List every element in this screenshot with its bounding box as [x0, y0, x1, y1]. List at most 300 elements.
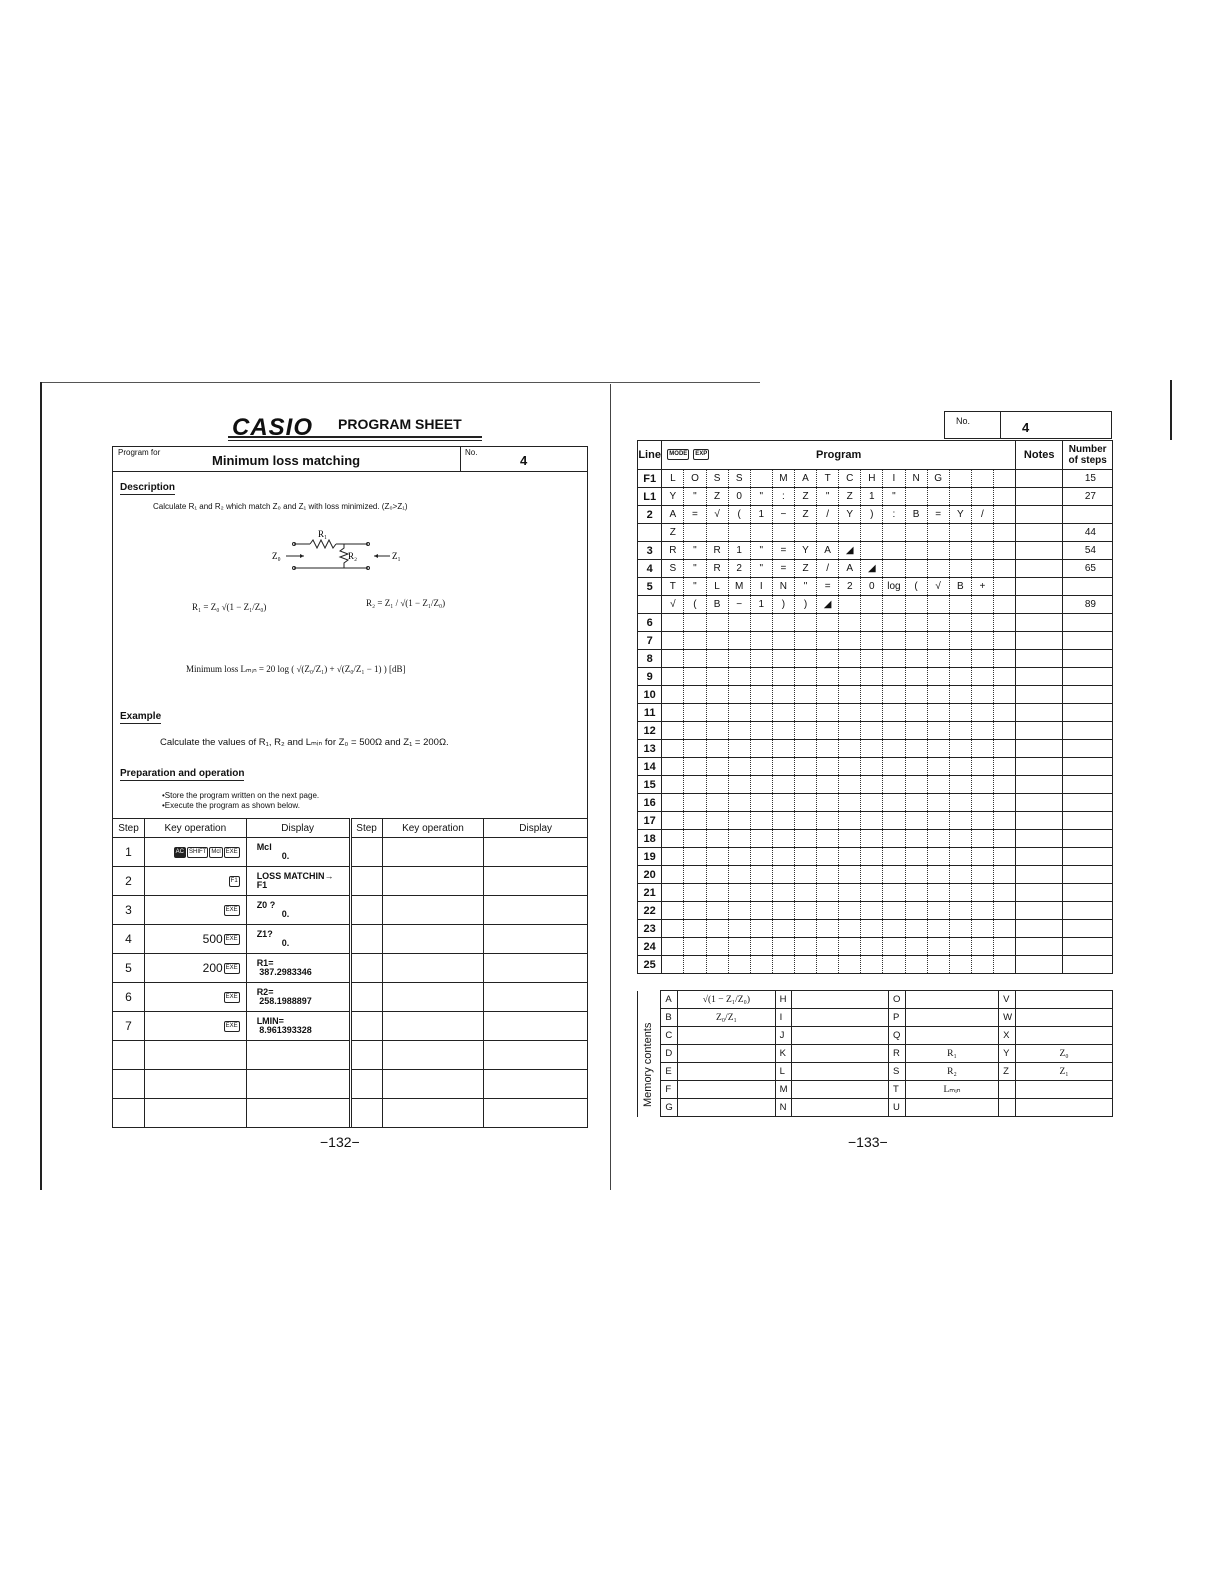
sheet-title: PROGRAM SHEET [338, 416, 462, 432]
program-cell [662, 686, 684, 704]
program-cell [817, 956, 839, 974]
program-cell [728, 758, 750, 776]
program-cell [684, 722, 706, 740]
program-cell [794, 794, 816, 812]
key-shift-icon: SHIFT [187, 847, 208, 858]
line-number: 17 [638, 812, 662, 830]
line-number: 8 [638, 650, 662, 668]
program-cell [971, 902, 993, 920]
program-cell [905, 614, 927, 632]
program-cell [927, 560, 949, 578]
program-cell [993, 830, 1015, 848]
program-cell [706, 920, 728, 938]
program-cell [706, 524, 728, 542]
line-number: 2 [638, 506, 662, 524]
program-cell [817, 722, 839, 740]
line-number: 11 [638, 704, 662, 722]
program-cell [993, 686, 1015, 704]
program-cell [794, 632, 816, 650]
program-cell [817, 632, 839, 650]
program-cell [971, 830, 993, 848]
memory-value [678, 1045, 775, 1063]
program-cell: B [949, 578, 971, 596]
key-operation [382, 983, 484, 1012]
program-cell [817, 902, 839, 920]
program-cell [927, 632, 949, 650]
program-cell [750, 686, 772, 704]
program-line [638, 704, 1113, 722]
program-cell: A [839, 560, 861, 578]
program-cell [883, 614, 905, 632]
program-grid-header [638, 441, 1113, 470]
program-cell [927, 524, 949, 542]
program-cell [750, 830, 772, 848]
display-value: Z1? 0. [246, 925, 350, 954]
key-operation [144, 1070, 246, 1099]
program-cell [839, 686, 861, 704]
notes-cell [1016, 506, 1063, 524]
program-cell [839, 722, 861, 740]
program-cell [728, 650, 750, 668]
memory-value: Z₁ [1016, 1063, 1113, 1081]
memory-value [1016, 1081, 1113, 1099]
memory-register: M [775, 1081, 792, 1099]
program-cell [905, 812, 927, 830]
program-cell [706, 902, 728, 920]
program-cell: = [772, 560, 794, 578]
program-cell [794, 650, 816, 668]
display-value: R2= 258.1988897 [246, 983, 350, 1012]
program-cell: T [817, 470, 839, 488]
display-value: R1= 387.2983346 [246, 954, 350, 983]
no-box-divider [1000, 411, 1001, 439]
step-number: 1 [113, 838, 145, 867]
step-number [113, 1041, 145, 1070]
key-exe-icon: EXE [224, 847, 240, 858]
memory-value [792, 1027, 889, 1045]
program-cell: C [839, 470, 861, 488]
program-cell [662, 758, 684, 776]
program-cell [684, 614, 706, 632]
step-number [350, 896, 382, 925]
memory-register: B [661, 1009, 678, 1027]
memory-register: Z [999, 1063, 1016, 1081]
program-cell [728, 938, 750, 956]
preparation-bullet-2: •Execute the program as shown below. [162, 801, 300, 810]
program-cell [971, 542, 993, 560]
program-cell [949, 812, 971, 830]
program-cell: G [927, 470, 949, 488]
program-cell: 0 [728, 488, 750, 506]
program-cell [728, 632, 750, 650]
program-cell [949, 488, 971, 506]
program-cell: I [750, 578, 772, 596]
step-table-header [113, 819, 588, 838]
key-digits: 200 [202, 961, 223, 975]
program-cell [684, 848, 706, 866]
key-operation [144, 867, 246, 896]
formula-r2: R₂ = Z₁ / √(1 − Z₁/Z₀) [366, 598, 446, 608]
program-cell [883, 560, 905, 578]
program-cell: / [817, 560, 839, 578]
program-cell [817, 776, 839, 794]
program-cell [728, 848, 750, 866]
line-number: 19 [638, 848, 662, 866]
program-cell: N [772, 578, 794, 596]
key-operation [382, 1099, 484, 1128]
step-number [350, 1041, 382, 1070]
program-cell [861, 686, 883, 704]
step-number [350, 954, 382, 983]
program-cell [971, 488, 993, 506]
program-cell: √ [927, 578, 949, 596]
program-cell [971, 920, 993, 938]
memory-value: Lₘᵢₙ [905, 1081, 998, 1099]
program-cell [971, 848, 993, 866]
program-cell [949, 866, 971, 884]
program-cell: S [728, 470, 750, 488]
program-cell: ◢ [817, 596, 839, 614]
program-cell [971, 956, 993, 974]
program-cell: − [728, 596, 750, 614]
program-cell: R [662, 542, 684, 560]
program-cell [662, 794, 684, 812]
program-cell [772, 848, 794, 866]
program-cell [817, 704, 839, 722]
memory-title-column [638, 1009, 661, 1027]
step-count [1063, 740, 1113, 758]
program-cell: O [684, 470, 706, 488]
step-count [1063, 650, 1113, 668]
step-number: 5 [113, 954, 145, 983]
line-number: 15 [638, 776, 662, 794]
formula-lmin: Minimum loss Lₘᵢₙ = 20 log ( √(Z₀/Z₁) + √(Z₀/Z₁ − 1) ) [dB] [186, 664, 406, 674]
key-operation-header: Key operation [144, 819, 246, 838]
line-number: 16 [638, 794, 662, 812]
program-cell [684, 650, 706, 668]
memory-title-column [638, 1045, 661, 1063]
memory-value [905, 1009, 998, 1027]
program-cell [927, 596, 949, 614]
step-number: 4 [113, 925, 145, 954]
program-cell [883, 776, 905, 794]
program-cell [949, 722, 971, 740]
program-cell: " [883, 488, 905, 506]
program-cell: S [662, 560, 684, 578]
program-cell [817, 668, 839, 686]
program-cell [839, 524, 861, 542]
program-cell [706, 650, 728, 668]
program-cell [817, 830, 839, 848]
program-cell [861, 740, 883, 758]
display-header: Display [484, 819, 588, 838]
line-number: 20 [638, 866, 662, 884]
program-cell [706, 794, 728, 812]
line-number: 23 [638, 920, 662, 938]
memory-value [678, 1099, 775, 1117]
program-cell: ) [794, 596, 816, 614]
program-cell: : [772, 488, 794, 506]
line-number: 18 [638, 830, 662, 848]
program-line [638, 956, 1113, 974]
notes-cell [1016, 470, 1063, 488]
program-cell [993, 812, 1015, 830]
memory-title-column [638, 1099, 661, 1117]
program-cell: R [706, 560, 728, 578]
step-count [1063, 686, 1113, 704]
program-cell: " [817, 488, 839, 506]
program-cell [905, 920, 927, 938]
program-cell [750, 704, 772, 722]
program-line [638, 488, 1113, 506]
line-number [638, 596, 662, 614]
memory-register: C [661, 1027, 678, 1045]
program-cell [706, 866, 728, 884]
program-cell [993, 632, 1015, 650]
program-cell [728, 668, 750, 686]
program-cell [662, 866, 684, 884]
program-cell [905, 560, 927, 578]
program-cell: A [794, 470, 816, 488]
program-cell [861, 938, 883, 956]
program-cell: A [662, 506, 684, 524]
program-cell [728, 830, 750, 848]
notes-cell [1016, 668, 1063, 686]
program-cell [971, 686, 993, 704]
program-cell: 1 [861, 488, 883, 506]
program-cell [971, 596, 993, 614]
program-cell [794, 902, 816, 920]
program-cell: √ [662, 596, 684, 614]
step-number [350, 867, 382, 896]
program-cell [706, 884, 728, 902]
display-value [484, 896, 588, 925]
program-cell [728, 722, 750, 740]
step-table-body [113, 838, 588, 1128]
memory-value [792, 1063, 889, 1081]
line-number: 21 [638, 884, 662, 902]
memory-value [905, 991, 998, 1009]
program-cell [883, 866, 905, 884]
step-table [112, 818, 588, 1128]
program-cell [684, 632, 706, 650]
program-line [638, 812, 1113, 830]
notes-cell [1016, 938, 1063, 956]
program-cell [794, 812, 816, 830]
program-cell [861, 650, 883, 668]
key-operation [144, 1012, 246, 1041]
program-cell: " [750, 560, 772, 578]
program-cell [883, 902, 905, 920]
program-cell [684, 812, 706, 830]
program-cell [905, 524, 927, 542]
program-cell [794, 524, 816, 542]
example-text: Calculate the values of R₁, R₂ and Lₘᵢₙ for Z₀ = 500Ω and Z₁ = 200Ω. [160, 737, 449, 748]
memory-register: Q [889, 1027, 906, 1045]
program-cell [750, 812, 772, 830]
step-row [113, 867, 588, 896]
key-operation [144, 1099, 246, 1128]
step-count [1063, 902, 1113, 920]
memory-register: L [775, 1063, 792, 1081]
program-line [638, 542, 1113, 560]
program-cell [817, 848, 839, 866]
program-cell [949, 938, 971, 956]
program-cell: ◢ [861, 560, 883, 578]
program-line [638, 668, 1113, 686]
program-cell [993, 956, 1015, 974]
program-line [638, 884, 1113, 902]
program-cell: Z [662, 524, 684, 542]
line-number [638, 524, 662, 542]
program-cell [706, 632, 728, 650]
page-number-left: −132− [320, 1134, 360, 1150]
program-line [638, 938, 1113, 956]
program-cell: N [905, 470, 927, 488]
program-line [638, 614, 1113, 632]
key-exe-icon: EXE [224, 934, 240, 945]
program-cell [927, 938, 949, 956]
program-cell [927, 830, 949, 848]
program-cell [883, 956, 905, 974]
program-cell [684, 776, 706, 794]
step-count [1063, 794, 1113, 812]
program-cell [706, 956, 728, 974]
program-cell [662, 812, 684, 830]
key-f1-icon: F1 [229, 876, 240, 887]
notes-cell [1016, 650, 1063, 668]
line-number: 7 [638, 632, 662, 650]
key-exe-icon: EXE [224, 963, 240, 974]
program-cell [684, 794, 706, 812]
step-count: 54 [1063, 542, 1113, 560]
program-cell [949, 920, 971, 938]
notes-cell [1016, 848, 1063, 866]
memory-register: U [889, 1099, 906, 1117]
step-count [1063, 920, 1113, 938]
program-cell: " [684, 560, 706, 578]
program-cell: = [684, 506, 706, 524]
program-cell: Y [949, 506, 971, 524]
program-cell: log [883, 578, 905, 596]
preparation-title: Preparation and operation [120, 768, 245, 779]
program-cell [927, 848, 949, 866]
program-cell [927, 758, 949, 776]
program-cell [971, 794, 993, 812]
memory-value [905, 1099, 998, 1117]
memory-register: E [661, 1063, 678, 1081]
program-cell [772, 614, 794, 632]
step-row [113, 1099, 588, 1128]
program-cell [772, 794, 794, 812]
program-cell [772, 830, 794, 848]
memory-table-body [638, 991, 1113, 1117]
program-cell [883, 848, 905, 866]
program-cell [883, 812, 905, 830]
program-cell [905, 956, 927, 974]
program-cell: 1 [750, 506, 772, 524]
program-cell [772, 902, 794, 920]
program-cell [927, 704, 949, 722]
program-cell [861, 848, 883, 866]
program-cell [728, 902, 750, 920]
program-cell [839, 740, 861, 758]
program-cell: ( [684, 596, 706, 614]
program-cell [750, 776, 772, 794]
memory-row [638, 1009, 1113, 1027]
program-cell [772, 686, 794, 704]
program-cell [662, 938, 684, 956]
memory-register [999, 1081, 1016, 1099]
program-cell: 2 [839, 578, 861, 596]
notes-header: Notes [1016, 441, 1063, 470]
program-cell [905, 866, 927, 884]
program-line [638, 560, 1113, 578]
program-cell [817, 740, 839, 758]
program-cell [839, 938, 861, 956]
key-ac-icon: AC [174, 847, 186, 858]
program-cell [817, 758, 839, 776]
program-cell [949, 848, 971, 866]
memory-register: G [661, 1099, 678, 1117]
program-cell: ( [905, 578, 927, 596]
program-cell [949, 686, 971, 704]
program-cell [927, 920, 949, 938]
step-row [113, 1070, 588, 1099]
line-number: 9 [638, 668, 662, 686]
memory-register: W [999, 1009, 1016, 1027]
display-value [484, 925, 588, 954]
program-cell [772, 776, 794, 794]
program-cell [905, 938, 927, 956]
memory-contents-title: Memory contents [642, 1022, 654, 1107]
program-cell [794, 722, 816, 740]
program-line [638, 650, 1113, 668]
program-cell [772, 956, 794, 974]
no-divider [460, 446, 461, 472]
program-cell [971, 704, 993, 722]
program-cell [993, 578, 1015, 596]
memory-title-column [638, 1027, 661, 1045]
program-cell [949, 470, 971, 488]
step-number: 7 [113, 1012, 145, 1041]
program-cell [839, 866, 861, 884]
step-count [1063, 614, 1113, 632]
step-row [113, 925, 588, 954]
program-cell [927, 488, 949, 506]
program-cell [993, 902, 1015, 920]
program-cell [772, 524, 794, 542]
program-cell [927, 776, 949, 794]
program-line [638, 686, 1113, 704]
program-cell [750, 668, 772, 686]
program-cell [949, 884, 971, 902]
display-value: Z0 ? 0. [246, 896, 350, 925]
program-cell [684, 920, 706, 938]
program-cell [905, 596, 927, 614]
notes-cell [1016, 524, 1063, 542]
memory-value: R₁ [905, 1045, 998, 1063]
memory-register: A [661, 991, 678, 1009]
program-cell [949, 596, 971, 614]
program-cell [993, 506, 1015, 524]
program-cell [949, 740, 971, 758]
program-cell [883, 938, 905, 956]
display-value [484, 1041, 588, 1070]
program-line [638, 740, 1113, 758]
program-cell: 1 [750, 596, 772, 614]
step-row [113, 838, 588, 867]
